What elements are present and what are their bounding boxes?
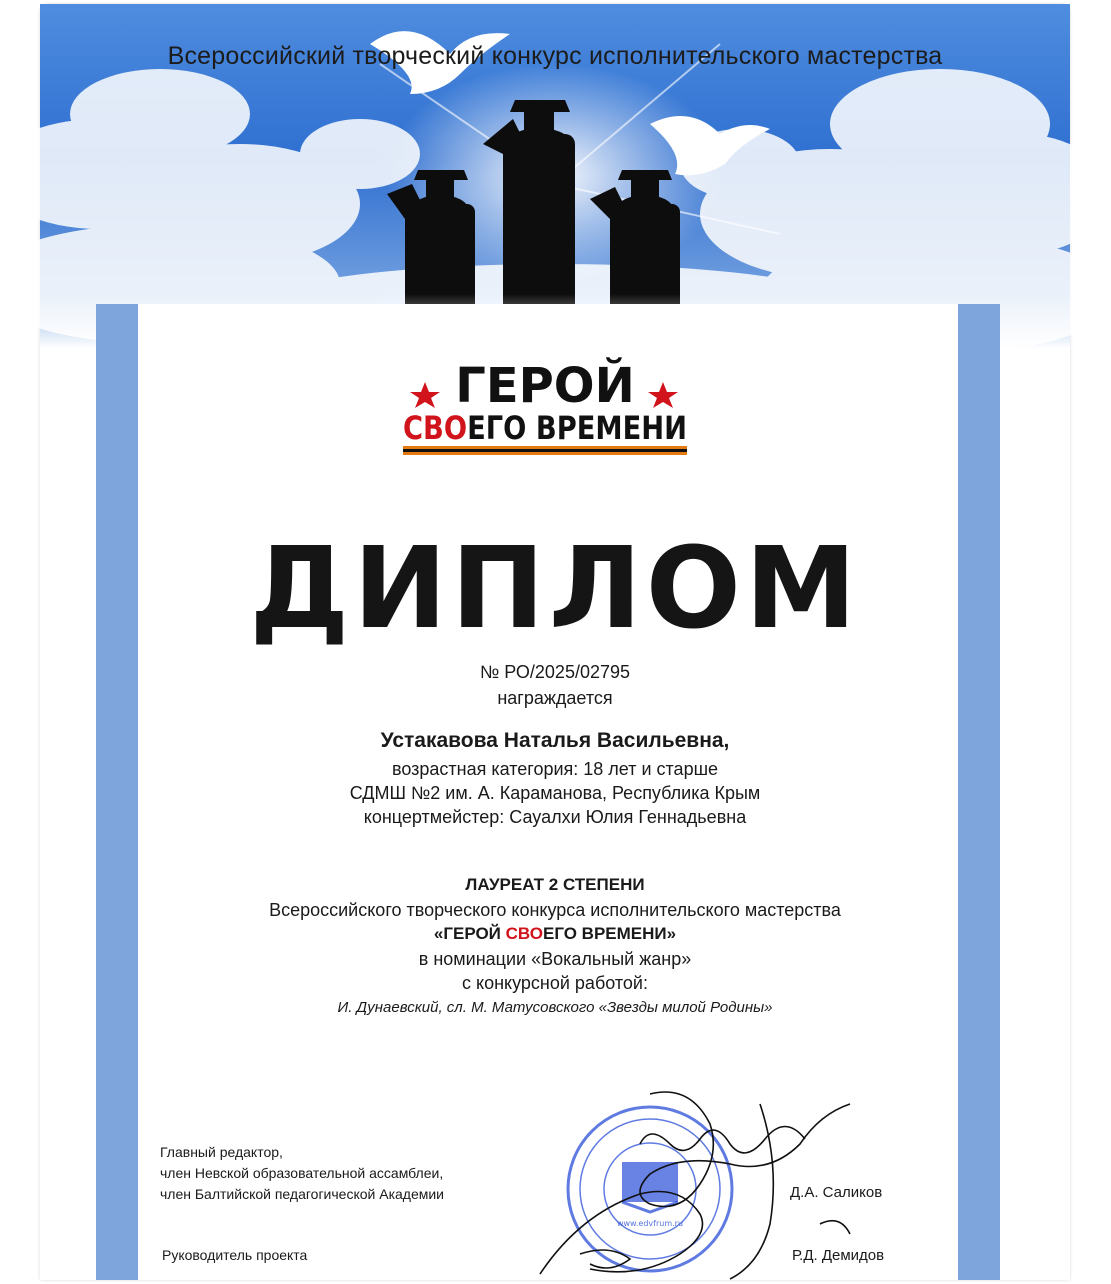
- svg-text:www.edvfrum.ru: www.edvfrum.ru: [616, 1219, 684, 1228]
- nomination: в номинации «Вокальный жанр»: [418, 949, 692, 969]
- svg-text:СВОЕГО ВРЕМЕНИ: [403, 409, 725, 447]
- awarded-label: награждается: [497, 688, 613, 708]
- school: СДМШ №2 им. А. Караманова, Республика Крым: [349, 783, 761, 803]
- signer-project-lead: Р.Д. Демидов: [792, 1247, 885, 1264]
- chief-editor-position: Главный редактор, член Невской образовательной ассамблеи, член Балтийской педагогической Академии: [160, 1144, 445, 1202]
- contest-description: Всероссийского творческого конкурса исполнительского мастерства: [269, 900, 841, 920]
- logo-line2-rest: ЕГО ВРЕМЕНИ: [467, 409, 725, 447]
- work-label: с конкурсной работой:: [462, 973, 648, 993]
- work-title: И. Дунаевский, сл. М. Матусовского «Звезды милой Родины»: [337, 999, 773, 1016]
- diploma-sheet: [40, 4, 1070, 1280]
- red-star-left-icon: [410, 382, 440, 408]
- accompanist: концертмейстер: Сауалхи Юлия Геннадьевна: [363, 807, 747, 827]
- contest-logo: [395, 334, 725, 464]
- logo-line2-red: СВО: [403, 409, 479, 447]
- contest-header-title: Всероссийский творческий конкурс исполнительского мастерства: [167, 42, 943, 70]
- project-lead-label: Руководитель проекта: [162, 1247, 308, 1263]
- diploma-number: № РО/2025/02795: [479, 662, 631, 682]
- age-category: возрастная категория: 18 лет и старше: [391, 759, 719, 779]
- red-star-right-icon: [648, 382, 678, 408]
- contest-name: «ГЕРОЙ СВОЕГО ВРЕМЕНИ»: [433, 924, 677, 943]
- diploma-title: ДИПЛОМ: [249, 524, 861, 654]
- signer-chief-editor: Д.А. Саликов: [790, 1184, 883, 1201]
- laureate-degree: ЛАУРЕАТ 2 СТЕПЕНИ: [465, 875, 645, 894]
- logo-line1: ГЕРОЙ: [455, 358, 635, 414]
- recipient-name: Устакавова Наталья Васильевна,: [380, 729, 730, 752]
